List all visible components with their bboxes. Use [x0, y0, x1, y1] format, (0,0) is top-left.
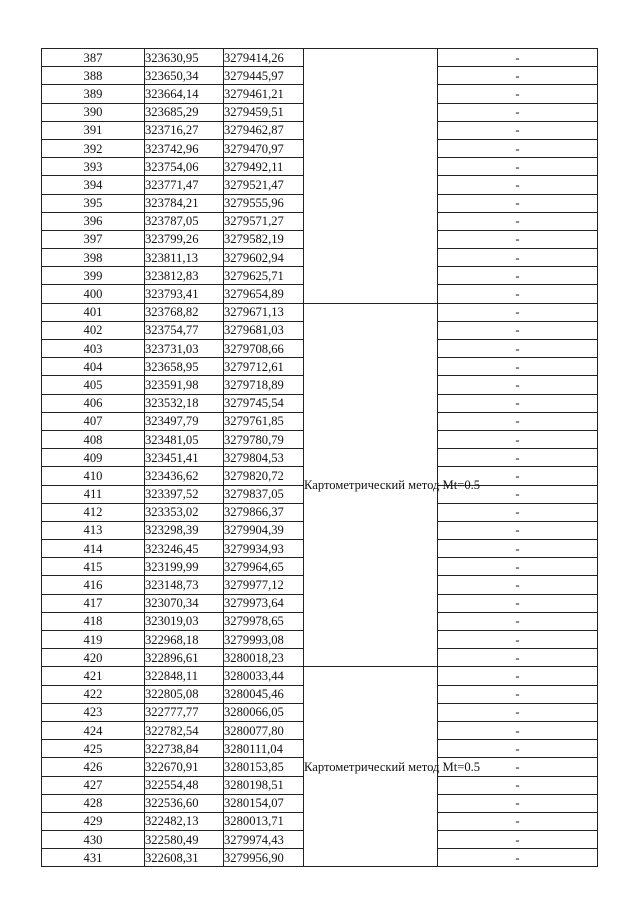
point-number-cell: 394 [42, 176, 145, 194]
x-coordinate-cell: 323199,99 [145, 558, 224, 576]
x-coordinate-cell: 323784,21 [145, 194, 224, 212]
y-coordinate-cell: 3279671,13 [224, 303, 304, 321]
x-coordinate-cell: 323070,34 [145, 594, 224, 612]
note-cell: - [438, 794, 598, 812]
point-number-cell: 407 [42, 412, 145, 430]
y-coordinate-cell: 3280111,04 [224, 740, 304, 758]
y-coordinate-cell: 3280033,44 [224, 667, 304, 685]
y-coordinate-cell: 3279964,65 [224, 558, 304, 576]
x-coordinate-cell: 323787,05 [145, 212, 224, 230]
x-coordinate-cell: 323685,29 [145, 103, 224, 121]
y-coordinate-cell: 3279718,89 [224, 376, 304, 394]
note-cell: - [438, 685, 598, 703]
note-cell: - [438, 612, 598, 630]
x-coordinate-cell: 323353,02 [145, 503, 224, 521]
y-coordinate-cell: 3279681,03 [224, 321, 304, 339]
y-coordinate-cell: 3279761,85 [224, 412, 304, 430]
table-row [42, 303, 598, 321]
x-coordinate-cell: 323768,82 [145, 303, 224, 321]
x-coordinate-cell: 323754,77 [145, 321, 224, 339]
y-coordinate-cell: 3279977,12 [224, 576, 304, 594]
note-cell: - [438, 194, 598, 212]
point-number-cell: 425 [42, 740, 145, 758]
point-number-cell: 395 [42, 194, 145, 212]
note-cell: - [438, 176, 598, 194]
point-number-cell: 408 [42, 430, 145, 448]
note-cell: - [438, 412, 598, 430]
point-number-cell: 413 [42, 521, 145, 539]
note-cell: - [438, 831, 598, 849]
point-number-cell: 391 [42, 121, 145, 139]
note-cell: - [438, 503, 598, 521]
point-number-cell: 397 [42, 230, 145, 248]
point-number-cell: 426 [42, 758, 145, 776]
point-number-cell: 403 [42, 340, 145, 358]
note-cell: - [438, 849, 598, 867]
y-coordinate-cell: 3279974,43 [224, 831, 304, 849]
y-coordinate-cell: 3279654,89 [224, 285, 304, 303]
method-cell: Картометрический метод Mt=0.5 [304, 667, 438, 867]
x-coordinate-cell: 323436,62 [145, 467, 224, 485]
note-cell: - [438, 576, 598, 594]
table-row [42, 667, 598, 685]
y-coordinate-cell: 3279571,27 [224, 212, 304, 230]
point-number-cell: 431 [42, 849, 145, 867]
x-coordinate-cell: 323650,34 [145, 67, 224, 85]
y-coordinate-cell: 3279973,64 [224, 594, 304, 612]
x-coordinate-cell: 322554,48 [145, 776, 224, 794]
y-coordinate-cell: 3279462,87 [224, 121, 304, 139]
point-number-cell: 412 [42, 503, 145, 521]
y-coordinate-cell: 3279820,72 [224, 467, 304, 485]
coordinates-table [41, 48, 598, 867]
x-coordinate-cell: 323630,95 [145, 49, 224, 67]
note-cell: - [438, 49, 598, 67]
note-cell: - [438, 158, 598, 176]
x-coordinate-cell: 323742,96 [145, 139, 224, 157]
x-coordinate-cell: 322805,08 [145, 685, 224, 703]
y-coordinate-cell: 3279708,66 [224, 340, 304, 358]
point-number-cell: 409 [42, 449, 145, 467]
point-number-cell: 429 [42, 812, 145, 830]
x-coordinate-cell: 322482,13 [145, 812, 224, 830]
note-cell: - [438, 230, 598, 248]
note-cell: - [438, 558, 598, 576]
note-cell: - [438, 321, 598, 339]
note-cell: - [438, 121, 598, 139]
x-coordinate-cell: 323799,26 [145, 230, 224, 248]
note-cell: - [438, 758, 598, 776]
x-coordinate-cell: 322536,60 [145, 794, 224, 812]
x-coordinate-cell: 322782,54 [145, 721, 224, 739]
y-coordinate-cell: 3279934,93 [224, 540, 304, 558]
note-cell: - [438, 540, 598, 558]
note-cell: - [438, 521, 598, 539]
x-coordinate-cell: 322670,91 [145, 758, 224, 776]
y-coordinate-cell: 3279904,39 [224, 521, 304, 539]
note-cell: - [438, 267, 598, 285]
method-cell: Картометрический метод Mt=0.5 [304, 303, 438, 667]
x-coordinate-cell: 323731,03 [145, 340, 224, 358]
coordinates-table-body [42, 49, 598, 867]
note-cell: - [438, 594, 598, 612]
x-coordinate-cell: 323148,73 [145, 576, 224, 594]
note-cell: - [438, 703, 598, 721]
x-coordinate-cell: 323397,52 [145, 485, 224, 503]
point-number-cell: 389 [42, 85, 145, 103]
x-coordinate-cell: 323591,98 [145, 376, 224, 394]
note-cell: - [438, 67, 598, 85]
y-coordinate-cell: 3279461,21 [224, 85, 304, 103]
y-coordinate-cell: 3279745,54 [224, 394, 304, 412]
table-row [42, 49, 598, 67]
point-number-cell: 393 [42, 158, 145, 176]
note-cell: - [438, 740, 598, 758]
y-coordinate-cell: 3279993,08 [224, 631, 304, 649]
y-coordinate-cell: 3280154,07 [224, 794, 304, 812]
point-number-cell: 404 [42, 358, 145, 376]
note-cell: - [438, 812, 598, 830]
y-coordinate-cell: 3280153,85 [224, 758, 304, 776]
y-coordinate-cell: 3280045,46 [224, 685, 304, 703]
x-coordinate-cell: 323754,06 [145, 158, 224, 176]
point-number-cell: 406 [42, 394, 145, 412]
y-coordinate-cell: 3279459,51 [224, 103, 304, 121]
note-cell: - [438, 667, 598, 685]
x-coordinate-cell: 322968,18 [145, 631, 224, 649]
point-number-cell: 410 [42, 467, 145, 485]
note-cell: - [438, 430, 598, 448]
x-coordinate-cell: 323716,27 [145, 121, 224, 139]
y-coordinate-cell: 3279492,11 [224, 158, 304, 176]
y-coordinate-cell: 3279625,71 [224, 267, 304, 285]
note-cell: - [438, 631, 598, 649]
y-coordinate-cell: 3279470,97 [224, 139, 304, 157]
y-coordinate-cell: 3279555,96 [224, 194, 304, 212]
y-coordinate-cell: 3279978,65 [224, 612, 304, 630]
x-coordinate-cell: 323246,45 [145, 540, 224, 558]
note-cell: - [438, 649, 598, 667]
y-coordinate-cell: 3279521,47 [224, 176, 304, 194]
point-number-cell: 419 [42, 631, 145, 649]
x-coordinate-cell: 323771,47 [145, 176, 224, 194]
x-coordinate-cell: 322738,84 [145, 740, 224, 758]
x-coordinate-cell: 323664,14 [145, 85, 224, 103]
point-number-cell: 416 [42, 576, 145, 594]
point-number-cell: 417 [42, 594, 145, 612]
note-cell: - [438, 394, 598, 412]
note-cell: - [438, 376, 598, 394]
x-coordinate-cell: 323532,18 [145, 394, 224, 412]
point-number-cell: 399 [42, 267, 145, 285]
note-cell: - [438, 303, 598, 321]
y-coordinate-cell: 3279414,26 [224, 49, 304, 67]
point-number-cell: 411 [42, 485, 145, 503]
y-coordinate-cell: 3280077,80 [224, 721, 304, 739]
x-coordinate-cell: 322896,61 [145, 649, 224, 667]
x-coordinate-cell: 322580,49 [145, 831, 224, 849]
point-number-cell: 428 [42, 794, 145, 812]
point-number-cell: 422 [42, 685, 145, 703]
note-cell: - [438, 139, 598, 157]
point-number-cell: 387 [42, 49, 145, 67]
point-number-cell: 421 [42, 667, 145, 685]
x-coordinate-cell: 323481,05 [145, 430, 224, 448]
y-coordinate-cell: 3279445,97 [224, 67, 304, 85]
note-cell: - [438, 776, 598, 794]
y-coordinate-cell: 3279837,05 [224, 485, 304, 503]
x-coordinate-cell: 323451,41 [145, 449, 224, 467]
point-number-cell: 414 [42, 540, 145, 558]
point-number-cell: 420 [42, 649, 145, 667]
x-coordinate-cell: 323811,13 [145, 249, 224, 267]
y-coordinate-cell: 3280013,71 [224, 812, 304, 830]
x-coordinate-cell: 323793,41 [145, 285, 224, 303]
point-number-cell: 396 [42, 212, 145, 230]
y-coordinate-cell: 3279804,53 [224, 449, 304, 467]
x-coordinate-cell: 323298,39 [145, 521, 224, 539]
x-coordinate-cell: 322848,11 [145, 667, 224, 685]
note-cell: - [438, 212, 598, 230]
point-number-cell: 388 [42, 67, 145, 85]
x-coordinate-cell: 323658,95 [145, 358, 224, 376]
y-coordinate-cell: 3279582,19 [224, 230, 304, 248]
y-coordinate-cell: 3279956,90 [224, 849, 304, 867]
point-number-cell: 402 [42, 321, 145, 339]
y-coordinate-cell: 3279866,37 [224, 503, 304, 521]
x-coordinate-cell: 322777,77 [145, 703, 224, 721]
point-number-cell: 401 [42, 303, 145, 321]
note-cell: - [438, 467, 598, 485]
y-coordinate-cell: 3279780,79 [224, 430, 304, 448]
note-cell: - [438, 85, 598, 103]
note-cell: - [438, 485, 598, 503]
x-coordinate-cell: 323497,79 [145, 412, 224, 430]
point-number-cell: 423 [42, 703, 145, 721]
x-coordinate-cell: 322608,31 [145, 849, 224, 867]
note-cell: - [438, 721, 598, 739]
note-cell: - [438, 103, 598, 121]
note-cell: - [438, 285, 598, 303]
y-coordinate-cell: 3280018,23 [224, 649, 304, 667]
note-cell: - [438, 358, 598, 376]
point-number-cell: 427 [42, 776, 145, 794]
point-number-cell: 400 [42, 285, 145, 303]
point-number-cell: 405 [42, 376, 145, 394]
y-coordinate-cell: 3280198,51 [224, 776, 304, 794]
method-cell [304, 49, 438, 304]
point-number-cell: 424 [42, 721, 145, 739]
y-coordinate-cell: 3279602,94 [224, 249, 304, 267]
point-number-cell: 398 [42, 249, 145, 267]
note-cell: - [438, 449, 598, 467]
point-number-cell: 415 [42, 558, 145, 576]
x-coordinate-cell: 323812,83 [145, 267, 224, 285]
y-coordinate-cell: 3280066,05 [224, 703, 304, 721]
point-number-cell: 418 [42, 612, 145, 630]
note-cell: - [438, 340, 598, 358]
point-number-cell: 430 [42, 831, 145, 849]
point-number-cell: 390 [42, 103, 145, 121]
y-coordinate-cell: 3279712,61 [224, 358, 304, 376]
x-coordinate-cell: 323019,03 [145, 612, 224, 630]
point-number-cell: 392 [42, 139, 145, 157]
note-cell: - [438, 249, 598, 267]
